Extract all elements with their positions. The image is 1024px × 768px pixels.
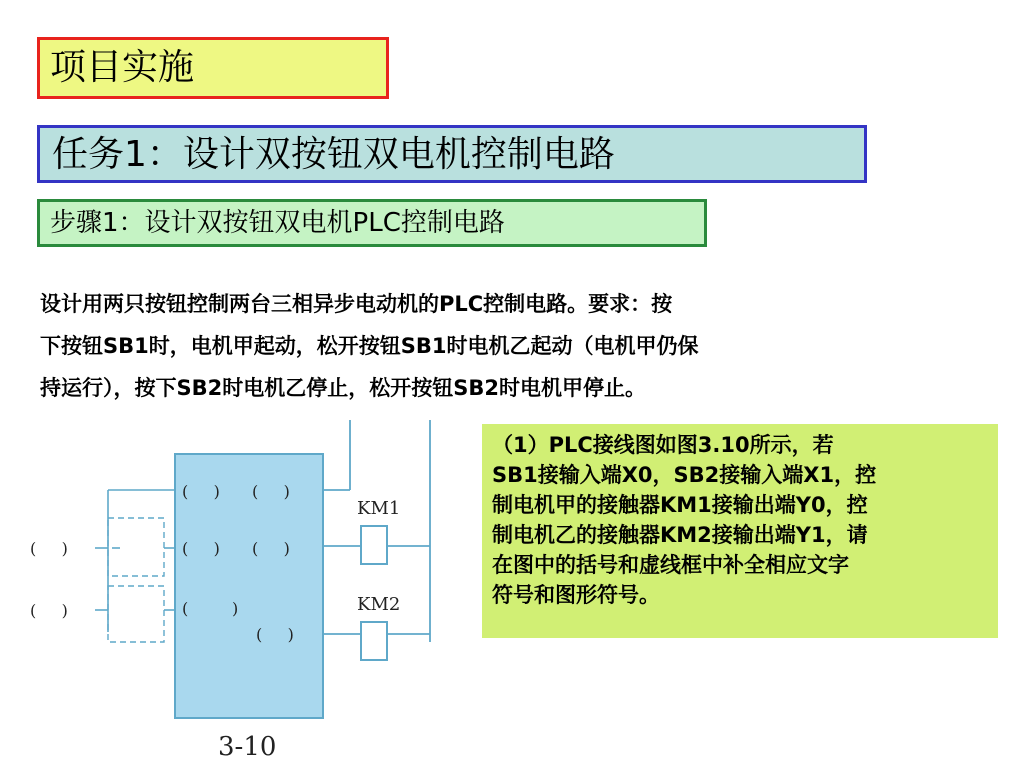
plc-blank-1: ( ) [182,482,220,501]
input-blank-2: ( ) [30,601,68,620]
note-line-6: 符号和图形符号。 [492,583,660,607]
instruction-note [482,424,998,638]
coil-km2-label: KM2 [357,594,401,615]
coil-km2-symbol [361,622,387,660]
note-line-4: 制电机乙的接触器KM2接输出端Y1，请 [492,523,868,547]
note-line-2: SB1接输入端X0，SB2接输入端X1，控 [492,463,877,487]
description-line-2: 下按钮SB1时，电机甲起动，松开按钮SB1时电机乙起动（电机甲仍保 [40,334,699,358]
plc-blank-6: ) [232,599,239,618]
plc-blank-3: ( ) [182,539,220,558]
input-blank-1: ( ) [30,539,68,558]
plc-blank-5: ( [182,599,189,618]
coil-km1-symbol [361,526,387,564]
task-description [40,283,940,409]
plc-blank-2: ( ) [252,482,290,501]
plc-blank-7: ( ) [256,625,294,644]
coil-km1-label: KM1 [357,498,401,519]
note-line-3: 制电机甲的接触器KM1接输出端Y0，控 [492,493,868,517]
note-line-1: （1）PLC接线图如图3.10所示，若 [492,433,834,457]
switch-placeholder-1 [108,518,164,576]
plc-blank-4: ( ) [252,539,290,558]
figure-caption: 3-10 [218,732,277,762]
switch-placeholder-2 [108,586,164,642]
description-line-1: 设计用两只按钮控制两台三相异步电动机的PLC控制电路。要求：按 [40,292,673,316]
task-title: 任务1：设计双按钮双电机控制电路 [37,125,867,183]
input-wiring [95,490,175,632]
plc-wiring-diagram [0,410,480,768]
section-title: 项目实施 [37,37,389,99]
note-line-5: 在图中的括号和虚线框中补全相应文字 [492,553,849,577]
description-line-3: 持运行），按下SB2时电机乙停止，松开按钮SB2时电机甲停止。 [40,376,646,400]
step-title: 步骤1：设计双按钮双电机PLC控制电路 [37,199,707,247]
